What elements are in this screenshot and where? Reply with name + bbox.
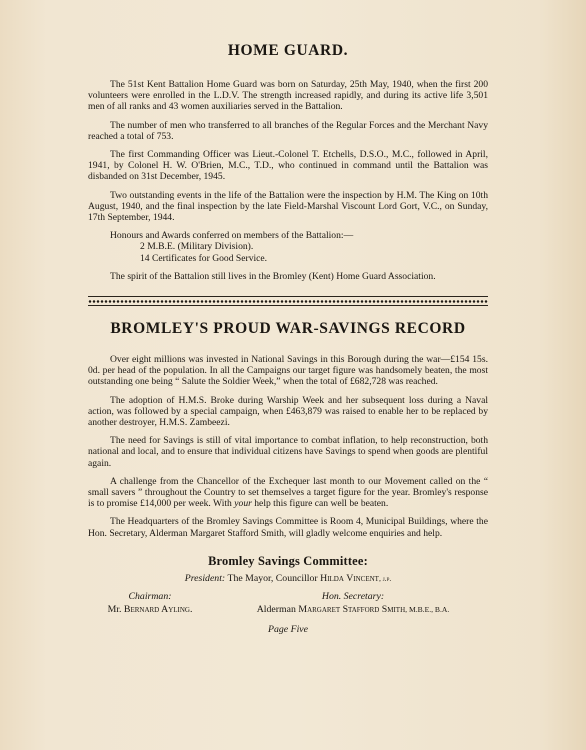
secretary-name: Margaret Stafford Smith — [298, 603, 406, 615]
chairman-prefix: Mr. — [107, 603, 124, 615]
challenge-text-end: help this figure can well be beaten. — [251, 498, 389, 510]
president-name: Hilda Vincent — [320, 572, 379, 584]
secretary-label: Hon. Secretary: — [321, 590, 385, 602]
honours-item: 2 M.B.E. (Military Division). — [140, 241, 254, 253]
war-savings-paragraph: Over eight millions was invested in National Savings in this Borough during the war—£154 15s. 0d. per head of the population. In all the Campaigns our target figure was handsomely beaten, the most outstanding one being “ Salute the Soldier Week,” when the total of £682,728 was reached. — [88, 354, 488, 388]
home-guard-paragraph: The first Commanding Officer was Lieut.-Colonel T. Etchells, D.S.O., M.C., followed in April, 1941, by Colonel H. W. O'Brien, M.C., T.D., who continued in command until the Battalion was disbanded on 31st December, 1945. — [88, 149, 488, 183]
war-savings-title: BROMLEY'S PROUD WAR-SAVINGS RECORD — [110, 320, 466, 338]
page-number: Page Five — [268, 623, 308, 635]
home-guard-title: HOME GUARD. — [227, 42, 349, 59]
secretary-suffix: , M.B.E., B.A. — [405, 604, 450, 614]
president-suffix: , j.p. — [378, 573, 392, 583]
committee-president — [88, 573, 488, 584]
secretary-name-line — [218, 603, 488, 616]
headquarters-paragraph: The Headquarters of the Bromley Savings Committee is Room 4, Municipal Buildings, where the Hon. Secretary, Alderman Margaret Stafford Smith, will gladly welcome enquiries and help. — [88, 516, 488, 539]
secretary-block — [218, 590, 488, 616]
challenge-paragraph — [88, 476, 488, 510]
divider-bottom-line — [88, 305, 488, 306]
war-savings-section — [88, 354, 488, 539]
honours-list — [140, 241, 488, 263]
secretary-prefix: Alderman — [256, 603, 299, 615]
war-savings-paragraph: The adoption of H.M.S. Broke during Warship Week and her subsequent loss during a Naval action, was followed by a special campaign, when £463,879 was raised to enable her to be replaced by another destroyer, H.M.S. Zambeezi. — [88, 394, 488, 429]
war-savings-paragraph: The need for Savings is still of vital importance to combat inflation, to help reconstruction, both national and local, and to ensure that individual citizens have Savings to spend when goods are plentiful again. — [88, 435, 488, 469]
chairman-name: Bernard Ayling. — [123, 603, 193, 615]
honours-intro: Honours and Awards conferred on members of the Battalion:— — [110, 230, 354, 242]
home-guard-closing: The spirit of the Battalion still lives in the Bromley (Kent) Home Guard Association. — [110, 270, 436, 282]
committee-officers — [88, 590, 488, 616]
president-label: President: — [184, 572, 226, 584]
president-text: The Mayor, Councillor — [225, 572, 321, 584]
chairman-block — [88, 590, 210, 616]
home-guard-section — [88, 79, 488, 282]
page-content — [88, 40, 488, 635]
honours-item: 14 Certificates for Good Service. — [140, 252, 268, 264]
chairman-name-line — [90, 603, 210, 616]
home-guard-paragraph: The 51st Kent Battalion Home Guard was born on Saturday, 25th May, 1940, when the first 200 volunteers were enrolled in the L.D.V. The strength increased rapidly, and during its active life 3,501 men of all ranks and 43 women auxiliaries served in the Battalion. — [88, 79, 488, 113]
divider-dotted-line — [88, 300, 488, 303]
home-guard-paragraph: The number of men who transferred to all branches of the Regular Forces and the Merchant Navy reached a total of 753. — [88, 119, 488, 142]
home-guard-paragraph: Two outstanding events in the life of the Battalion were the inspection by H.M. The King on 10th August, 1940, and the final inspection by the late Field-Marshal Viscount Lord Gort, V.C., on Sunday, 17th September, 1944. — [88, 189, 488, 224]
challenge-emphasis: your — [234, 498, 252, 510]
challenge-text-start: A challenge from the Chancellor of the Exchequer last month to our Movement called on the “ small savers ” throughout the Country to set themselves a target figure for the year. Bromley's response is to promise £14,000 per week. With — [88, 475, 488, 510]
committee-title: Bromley Savings Committee: — [208, 553, 368, 568]
chairman-label: Chairman: — [128, 590, 172, 602]
divider-top-line — [88, 296, 488, 297]
